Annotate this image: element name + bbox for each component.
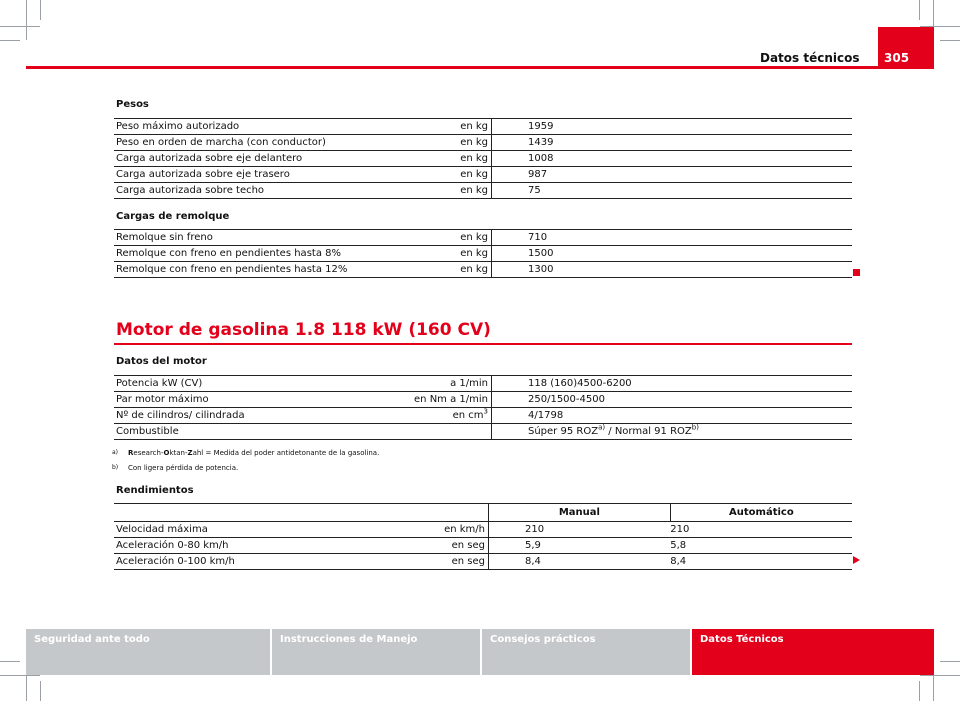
footnote-ref-a: a)	[598, 423, 606, 432]
row-label: Peso máximo autorizado	[114, 119, 404, 135]
table-row	[114, 392, 852, 408]
row-value: 75	[492, 183, 853, 199]
table-pesos	[114, 118, 852, 199]
row-value: 987	[492, 167, 853, 183]
row-unit	[404, 408, 492, 424]
row-value: 710	[492, 230, 853, 246]
row-unit: en seg	[301, 538, 488, 554]
table-row	[114, 538, 852, 554]
table-row	[114, 408, 852, 424]
crop-mark	[0, 675, 40, 676]
header-rule	[26, 66, 934, 69]
fuel-alt: / Normal 91 ROZ	[605, 426, 692, 437]
table-row	[114, 246, 852, 262]
footer-tab-consejos[interactable]: Consejos prácticos	[482, 629, 690, 675]
row-label: Remolque con freno en pendientes hasta 12%	[114, 262, 404, 278]
continue-arrow-icon	[853, 556, 860, 564]
fuel-primary: Súper 95 ROZ	[528, 426, 599, 437]
row-value: 250/1500-4500	[492, 392, 853, 408]
crop-mark	[0, 661, 20, 662]
crop-mark	[940, 40, 960, 41]
table-row	[114, 135, 852, 151]
header-empty	[114, 504, 489, 522]
row-label: Aceleración 0-100 km/h	[114, 554, 301, 570]
footnote-mark: b)	[112, 464, 119, 471]
crop-mark	[919, 0, 920, 20]
row-value: 1300	[492, 262, 853, 278]
row-label: Potencia kW (CV)	[114, 376, 404, 392]
row-value: 118 (160)4500-6200	[492, 376, 853, 392]
table-row	[114, 230, 852, 246]
row-unit: en Nm a 1/min	[404, 392, 492, 408]
row-unit: en kg	[404, 246, 492, 262]
table-remolque	[114, 229, 852, 278]
row-unit: en kg	[404, 230, 492, 246]
crop-mark	[40, 0, 41, 20]
crop-mark	[0, 26, 40, 27]
footnote-a	[112, 449, 379, 457]
row-auto: 210	[670, 522, 852, 538]
row-label: Par motor máximo	[114, 392, 404, 408]
table-header-row	[114, 504, 852, 522]
crop-mark	[919, 681, 920, 701]
table-rendimientos	[114, 503, 852, 570]
page-number: 305	[878, 27, 934, 66]
row-unit: en kg	[404, 135, 492, 151]
fn-text: Con ligera pérdida de potencia.	[128, 464, 239, 472]
row-label: Velocidad máxima	[114, 522, 301, 538]
row-unit: en km/h	[301, 522, 488, 538]
row-unit: a 1/min	[404, 376, 492, 392]
crop-mark	[940, 661, 960, 662]
row-label: Nº de cilindros/ cilindrada	[114, 408, 404, 424]
fn-bold-o: O	[163, 449, 170, 457]
row-auto: 8,4	[670, 554, 852, 570]
row-unit: en kg	[404, 119, 492, 135]
table-row	[114, 119, 852, 135]
footer-tab-datos-tecnicos[interactable]: Datos Técnicos	[692, 629, 934, 675]
row-manual: 8,4	[489, 554, 671, 570]
fn-text: esearch-	[133, 449, 164, 457]
row-value	[492, 424, 853, 440]
col-header-manual: Manual	[489, 504, 671, 522]
row-value: 1500	[492, 246, 853, 262]
row-value: 1439	[492, 135, 853, 151]
row-manual: 5,9	[489, 538, 671, 554]
table-row	[114, 554, 852, 570]
footnote-mark: a)	[112, 449, 119, 456]
row-unit: en kg	[404, 167, 492, 183]
row-value: 4/1798	[492, 408, 853, 424]
table-row	[114, 522, 852, 538]
table-motor	[114, 375, 852, 440]
row-label: Peso en orden de marcha (con conductor)	[114, 135, 404, 151]
fn-bold-r: R	[128, 449, 134, 457]
section-title-remolque: Cargas de remolque	[116, 211, 230, 222]
row-label: Aceleración 0-80 km/h	[114, 538, 301, 554]
crop-mark	[920, 675, 960, 676]
table-row	[114, 424, 852, 440]
table-row	[114, 151, 852, 167]
page-title: Datos técnicos	[760, 51, 860, 65]
footer-tab-seguridad[interactable]: Seguridad ante todo	[26, 629, 270, 675]
row-value: 1008	[492, 151, 853, 167]
table-row	[114, 183, 852, 199]
table-row	[114, 262, 852, 278]
footnote-ref-b: b)	[691, 423, 699, 432]
fn-text: ahl = Medida del poder antidetonante de la gasolina.	[192, 449, 380, 457]
footer-tab-instrucciones[interactable]: Instrucciones de Manejo	[272, 629, 480, 675]
crop-mark	[0, 40, 20, 41]
section-end-square-icon	[853, 269, 860, 276]
row-label: Carga autorizada sobre eje trasero	[114, 167, 404, 183]
fn-bold-z: Z	[187, 449, 193, 457]
crop-mark	[26, 0, 27, 40]
crop-mark	[40, 681, 41, 701]
row-value: 1959	[492, 119, 853, 135]
unit-text: en cm	[452, 410, 484, 421]
motor-heading: Motor de gasolina 1.8 118 kW (160 CV)	[116, 320, 491, 340]
section-title-rendimientos: Rendimientos	[116, 485, 194, 496]
row-manual: 210	[489, 522, 671, 538]
row-unit: en kg	[404, 183, 492, 199]
fn-text: ktan-	[169, 449, 188, 457]
footnote-b	[112, 464, 238, 472]
section-title-pesos: Pesos	[116, 99, 149, 110]
col-header-auto: Automático	[670, 504, 852, 522]
row-label: Combustible	[114, 424, 404, 440]
row-unit: en kg	[404, 151, 492, 167]
table-row	[114, 376, 852, 392]
table-row	[114, 167, 852, 183]
row-label: Carga autorizada sobre techo	[114, 183, 404, 199]
heading-rule	[114, 343, 852, 345]
row-label: Carga autorizada sobre eje delantero	[114, 151, 404, 167]
row-unit: en seg	[301, 554, 488, 570]
row-auto: 5,8	[670, 538, 852, 554]
row-label: Remolque sin freno	[114, 230, 404, 246]
unit-superscript: 3	[483, 407, 488, 416]
row-unit: en kg	[404, 262, 492, 278]
row-label: Remolque con freno en pendientes hasta 8%	[114, 246, 404, 262]
row-unit	[404, 424, 492, 440]
section-title-motor: Datos del motor	[116, 356, 207, 367]
